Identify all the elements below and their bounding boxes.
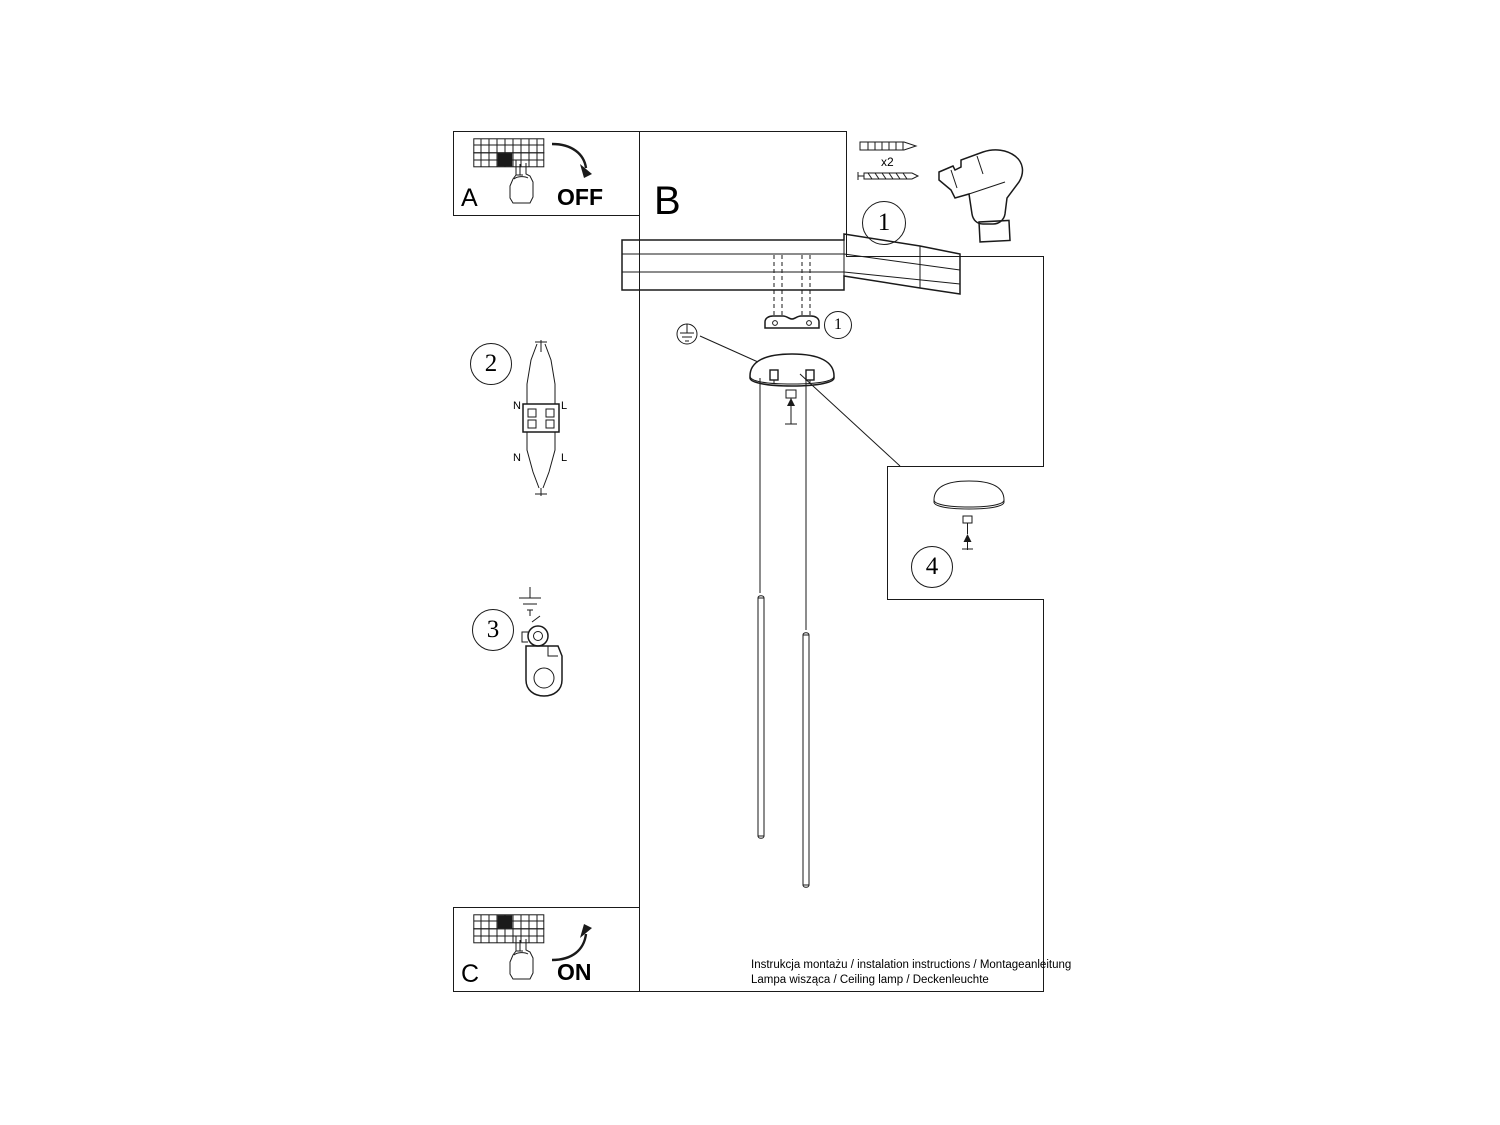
bracket-callout-badge: [824, 311, 852, 339]
panel-a-letter: A: [461, 184, 478, 212]
hand-pointing-icon-c: [506, 931, 540, 981]
step-4-number-badge: [911, 546, 953, 588]
ground-symbol-icon-step3: [513, 587, 547, 617]
panel-a-label: OFF: [557, 184, 603, 210]
pendant-tube-long: [798, 629, 816, 891]
curved-arrow-down-icon: [548, 140, 592, 182]
power-drill-icon: [931, 136, 1031, 244]
step-1-number: 1: [877, 209, 891, 236]
ground-screw-connector-icon: [518, 614, 570, 700]
step-1-quantity: x2: [881, 155, 894, 169]
footer-line-2: Lampa wisząca / Ceiling lamp / Deckenleuchte: [751, 974, 989, 986]
panel-c-letter: C: [461, 960, 480, 988]
terminal-label-l-top: L: [561, 400, 568, 412]
hand-pointing-icon-a: [506, 155, 540, 205]
footer-line-1: Instrukcja montażu / instalation instructions / Montageanleitung: [751, 959, 1072, 971]
terminal-block-icon: [505, 338, 579, 498]
step-3-number: 3: [486, 616, 500, 643]
terminal-label-n-bottom: N: [513, 452, 521, 464]
ground-symbol-icon-main: [672, 322, 702, 346]
ceiling-canopy-icon: [928, 478, 1010, 512]
wall-plug-icon: [858, 138, 922, 154]
step-3-number-badge: [472, 609, 514, 651]
step-2-number: 2: [484, 350, 498, 377]
mounting-bracket-icon: [763, 314, 821, 336]
bracket-callout-number: 1: [834, 316, 842, 333]
terminal-label-n-top: N: [513, 400, 521, 412]
panel-c-label: ON: [557, 959, 592, 985]
curved-arrow-up-icon: [548, 922, 592, 964]
screw-icon: [856, 169, 920, 183]
step-4-number: 4: [925, 553, 939, 580]
screw-up-arrow-icon: [958, 516, 978, 550]
pendant-tube-short: [753, 592, 771, 842]
terminal-label-l-bottom: L: [561, 452, 568, 464]
step-4-leader-lines: [800, 372, 920, 482]
panel-b-letter: B: [654, 179, 681, 223]
